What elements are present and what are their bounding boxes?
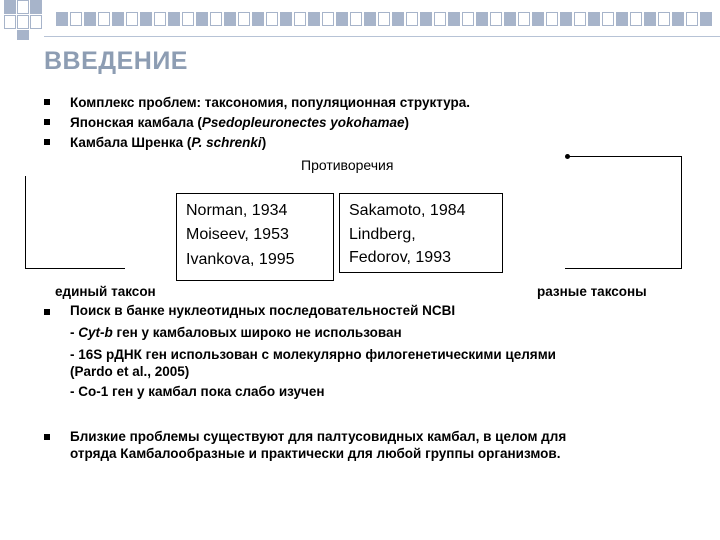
deco-square <box>70 12 82 26</box>
deco-square <box>17 15 29 29</box>
connector-line <box>25 268 125 269</box>
deco-square <box>672 12 684 26</box>
deco-square <box>546 12 558 26</box>
deco-square <box>30 15 42 29</box>
deco-square <box>406 12 418 26</box>
bullet-marker <box>44 139 50 145</box>
deco-square <box>196 12 208 26</box>
deco-square <box>448 12 460 26</box>
left-taxon-label: единый таксон <box>55 284 156 299</box>
deco-square <box>17 0 29 14</box>
deco-square <box>266 12 278 26</box>
deco-square <box>4 0 16 14</box>
deco-square <box>238 12 250 26</box>
connector-line <box>25 176 26 268</box>
deco-square <box>518 12 530 26</box>
deco-square <box>154 12 166 26</box>
deco-square <box>98 12 110 26</box>
deco-square <box>308 12 320 26</box>
deco-square <box>658 12 670 26</box>
deco-square <box>182 12 194 26</box>
ncbi-line-2: - 16S рДНК ген использован с молекулярно филогенетическими целями <box>70 347 556 362</box>
bullet-marker <box>44 434 50 440</box>
slide-title: ВВЕДЕНИЕ <box>44 47 188 75</box>
connector-dot <box>565 154 570 159</box>
deco-square <box>504 12 516 26</box>
deco-square <box>168 12 180 26</box>
intro-bullet-3: Камбала Шренка (P. schrenki) <box>70 135 267 150</box>
ncbi-title: Поиск в банке нуклеотидных последовательностей NCBI <box>70 303 456 318</box>
deco-square <box>616 12 628 26</box>
deco-square <box>336 12 348 26</box>
header-rule <box>44 36 720 37</box>
final-line-2: отряда Камбалообразные и практически для любой группы организмов. <box>70 446 561 461</box>
ncbi-line-4: - Co-1 ген у камбал пока слабо изучен <box>70 384 325 399</box>
right-box-line-2: Lindberg, <box>349 226 416 243</box>
bullet-marker <box>44 309 50 315</box>
connector-line <box>681 156 682 268</box>
contradictions-label: Противоречия <box>301 157 394 173</box>
connector-line <box>568 156 682 157</box>
deco-square <box>294 12 306 26</box>
deco-square <box>434 12 446 26</box>
deco-square <box>30 0 42 14</box>
deco-square <box>700 12 712 26</box>
final-line-1: Близкие проблемы существуют для палтусовидных камбал, в целом для <box>70 429 567 444</box>
deco-square <box>4 15 16 29</box>
deco-square <box>84 12 96 26</box>
left-box-line-2: Moiseev, 1953 <box>186 226 289 243</box>
deco-square <box>630 12 642 26</box>
intro-bullet-2: Японская камбала (Psedopleuronectes yokohamae) <box>70 115 409 130</box>
deco-square <box>532 12 544 26</box>
deco-square <box>140 12 152 26</box>
deco-square <box>56 12 68 26</box>
deco-square <box>210 12 222 26</box>
deco-square <box>252 12 264 26</box>
right-box-line-1: Sakamoto, 1984 <box>349 202 466 219</box>
deco-square <box>112 12 124 26</box>
deco-square <box>280 12 292 26</box>
deco-square <box>364 12 376 26</box>
deco-square <box>588 12 600 26</box>
deco-square <box>420 12 432 26</box>
deco-square <box>686 12 698 26</box>
right-taxon-label: разные таксоны <box>537 284 647 299</box>
deco-square <box>644 12 656 26</box>
deco-square <box>350 12 362 26</box>
deco-square <box>560 12 572 26</box>
connector-line <box>565 268 682 269</box>
deco-square <box>392 12 404 26</box>
deco-square <box>574 12 586 26</box>
deco-square <box>490 12 502 26</box>
deco-square <box>476 12 488 26</box>
deco-square <box>126 12 138 26</box>
deco-square <box>378 12 390 26</box>
ncbi-line-3: (Pardo et al., 2005) <box>70 364 190 379</box>
left-box-line-1: Norman, 1934 <box>186 202 288 219</box>
bullet-marker <box>44 119 50 125</box>
deco-square <box>322 12 334 26</box>
intro-bullet-1: Комплекс проблем: таксономия, популяционная структура. <box>70 95 471 110</box>
left-box-line-3: Ivankova, 1995 <box>186 251 295 268</box>
deco-square <box>462 12 474 26</box>
deco-square <box>17 30 29 40</box>
deco-square <box>224 12 236 26</box>
deco-square <box>602 12 614 26</box>
ncbi-line-1: - Cyt-b ген у камбаловых широко не использован <box>70 325 402 340</box>
bullet-marker <box>44 99 50 105</box>
right-box-line-3: Fedorov, 1993 <box>349 249 451 266</box>
